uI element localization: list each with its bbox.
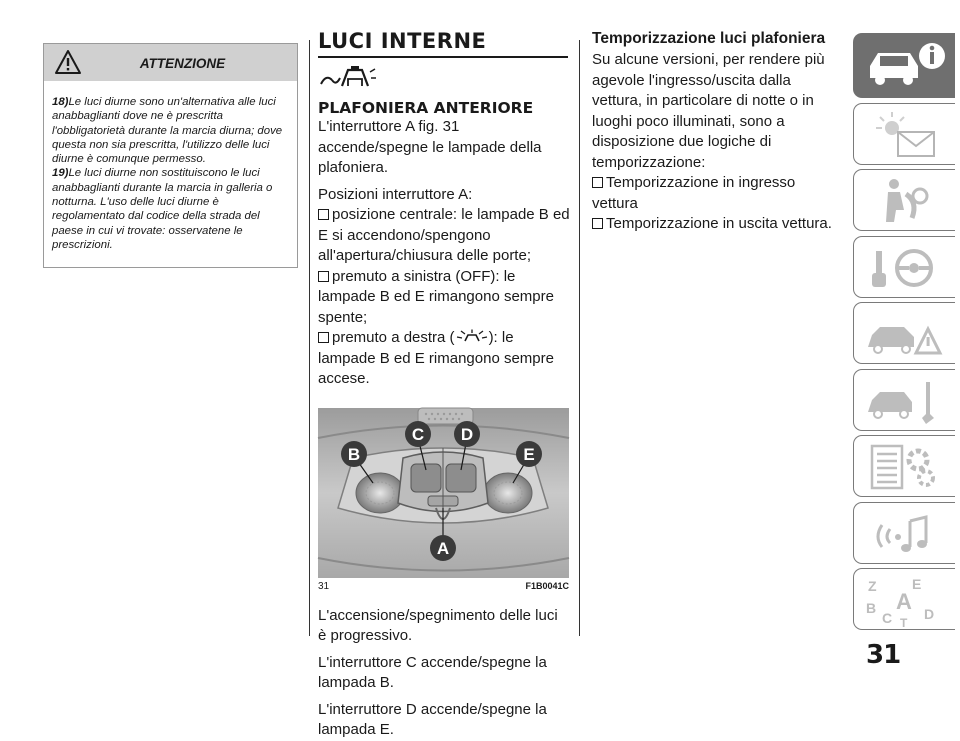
middle-column: [318, 30, 570, 741]
label-a: [430, 535, 456, 561]
svg-text:T: T: [900, 616, 908, 630]
label-e: [516, 441, 542, 467]
warning-lights-icon: [860, 108, 950, 162]
svg-text:D: D: [460, 424, 474, 444]
index-icon: [860, 573, 950, 630]
warning-box: [43, 43, 298, 268]
car-info-icon: [860, 38, 950, 92]
switch-c-paragraph: L'interruttore C accende/spegne la lampada B.: [318, 653, 547, 691]
timing-paragraph: Su alcune versioni, per rendere più agevole l'ingresso/uscita dalla vettura, in particolare di notte o in luoghi poco illuminati, sono a disposizione due logiche di temporizzazione:: [592, 51, 825, 171]
section-title: LUCI INTERNE: [318, 29, 487, 53]
warning-item-18: 18)Le luci diurne sono un'alternativa alle luci anabbaglianti dove ne è prescritta l'obbligatorietà durante la marcia diurna; dove questa non sia prescritta, l'utilizzo delle luci diurne è comunque permesso.: [52, 96, 283, 166]
warning-header: [44, 44, 297, 81]
key-steering-icon: [860, 241, 950, 295]
column-divider-right: [579, 40, 580, 636]
tab-multimedia[interactable]: [853, 502, 955, 564]
warning-title: ATTENZIONE: [139, 56, 226, 71]
section-subtitle: PLAFONIERA ANTERIORE: [318, 99, 534, 117]
label-c: [405, 421, 431, 447]
bullet-box: [318, 271, 329, 282]
emergency-icon: [860, 307, 950, 361]
bullet-entry-timing: Temporizzazione in ingresso vettura: [592, 174, 796, 212]
svg-text:B: B: [347, 444, 361, 464]
page-number: 31: [866, 640, 901, 670]
figure-number: 31: [318, 580, 330, 592]
tab-emergency[interactable]: [853, 302, 955, 364]
tab-car-info[interactable]: [853, 33, 955, 98]
technical-data-icon: [860, 440, 950, 494]
tab-safety[interactable]: [853, 169, 955, 231]
svg-text:A: A: [436, 538, 450, 558]
bullet-box: [318, 209, 329, 220]
svg-text:E: E: [912, 576, 922, 592]
svg-text:C: C: [882, 610, 893, 626]
column-divider-left: [309, 40, 310, 636]
bullet-box: [592, 218, 603, 229]
lamp-on-icon: [455, 329, 489, 343]
label-d: [454, 421, 480, 447]
svg-text:D: D: [924, 606, 935, 622]
intro-paragraph: L'interruttore A fig. 31 accende/spegne le lampade della plafoniera.: [318, 118, 542, 176]
svg-text:B: B: [866, 600, 877, 616]
tab-warning-lights[interactable]: [853, 103, 955, 165]
warning-item-19: 19)Le luci diurne non sostituiscono le luci anabbaglianti durante la marcia in galleria o notturna. L'uso delle luci diurne è regolamentato dal codice della strada del paese in cui vi trovate: osservatene le prescrizioni.: [52, 167, 273, 251]
bullet-central: posizione centrale: le lampade B ed E si accendono/spengono all'apertura/chiusura delle porte;: [318, 206, 570, 264]
figure-ceiling-lamp: [318, 408, 569, 578]
label-b: [341, 441, 367, 467]
tab-technical-data[interactable]: [853, 435, 955, 497]
right-column: [592, 30, 837, 235]
bullet-box: [592, 177, 603, 188]
bullet-off: premuto a sinistra (OFF): le lampade B ed E rimangono sempre spente;: [318, 267, 554, 326]
interior-lamp-icon: [318, 64, 378, 92]
ceiling-lamp-illustration: [318, 408, 569, 578]
switch-d-paragraph: L'interruttore D accende/spegne la lampada E.: [318, 700, 547, 738]
bullet-on: premuto a destra ( ): le lampade B ed E rimangono sempre accese.: [318, 329, 554, 387]
svg-text:A: A: [896, 589, 912, 614]
positions-label: Posizioni interruttore A:: [318, 185, 473, 203]
figure-caption: [318, 581, 569, 592]
svg-text:Z: Z: [868, 578, 877, 594]
bullet-exit-timing: Temporizzazione in uscita vettura.: [592, 214, 837, 235]
maintenance-icon: [860, 374, 950, 428]
tab-maintenance[interactable]: [853, 369, 955, 431]
tab-index[interactable]: [853, 568, 955, 630]
multimedia-icon: [860, 507, 950, 561]
svg-text:C: C: [411, 424, 425, 444]
timing-title: Temporizzazione luci plafoniera: [592, 30, 826, 47]
progressive-paragraph: L'accensione/spegnimento delle luci è progressivo.: [318, 606, 558, 644]
chapter-tabs: [853, 33, 960, 635]
figure-code: F1B0041C: [525, 580, 569, 591]
svg-text:E: E: [523, 444, 535, 464]
tab-starting-driving[interactable]: [853, 236, 955, 298]
title-rule: [318, 56, 568, 58]
bullet-box: [318, 332, 329, 343]
seat-airbag-icon: [860, 174, 950, 228]
warning-body: [44, 81, 297, 252]
